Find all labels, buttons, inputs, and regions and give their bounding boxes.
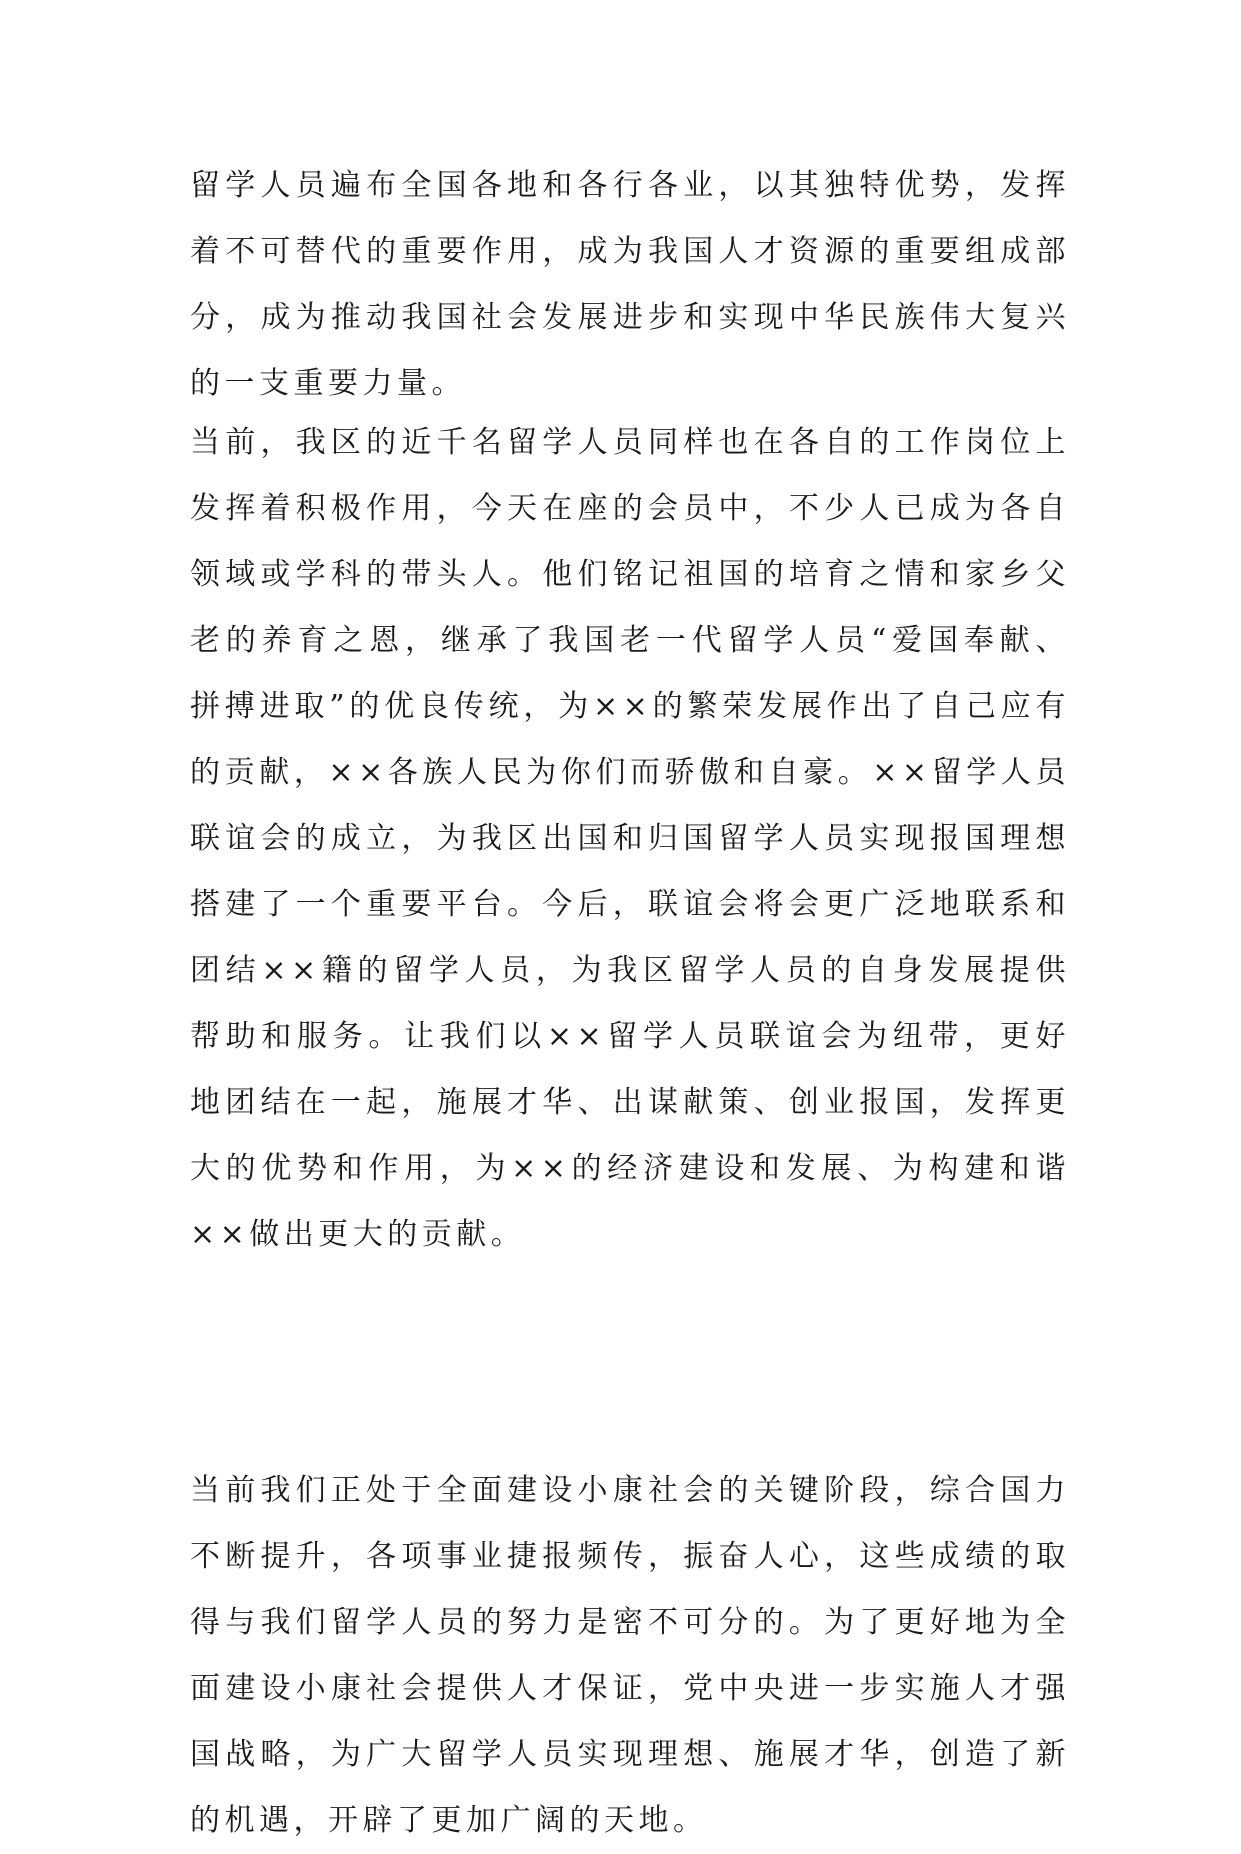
paragraph-1: 留学人员遍布全国各地和各行各业，以其独特优势，发挥着不可替代的重要作用，成为我国人才资源的重要组成部分，成为推动我国社会发展进步和实现中华民族伟大复兴的一支重要力量。 (190, 168, 1070, 401)
paragraph-2: 当前，我区的近千名留学人员同样也在各自的工作岗位上发挥着积极作用，今天在座的会员中，不少人已成为各自领域或学科的带头人。他们铭记祖国的培育之情和家乡父老的养育之恩，继承了我国老一代留学人员“爱国奉献、拼搏进取”的优良传统，为××的繁荣发展作出了自己应有的贡献，××各族人民为你们而骄傲和自豪。××留学人员联谊会的成立，为我区出国和归国留学人员实现报国理想搭建了一个重要平台。今后，联谊会将会更广泛地联系和团结××籍的留学人员，为我区留学人员的自身发展提供帮助和服务。让我们以××留学人员联谊会为纽带，更好地团结在一起，施展才华、出谋献策、创业报国，发挥更大的优势和作用，为××的经济建设和发展、为构建和谐××做出更大的贡献。 (190, 425, 1070, 1252)
paragraph-3: 当前我们正处于全面建设小康社会的关键阶段，综合国力不断提升，各项事业捷报频传，振奋人心，这些成绩的取得与我们留学人员的努力是密不可分的。为了更好地为全面建设小康社会提供人才保证，党中央进一步实施人才强国战略，为广大留学人员实现理想、施展才华，创造了新的机遇，开辟了更加广阔的天地。 (190, 1473, 1070, 1838)
